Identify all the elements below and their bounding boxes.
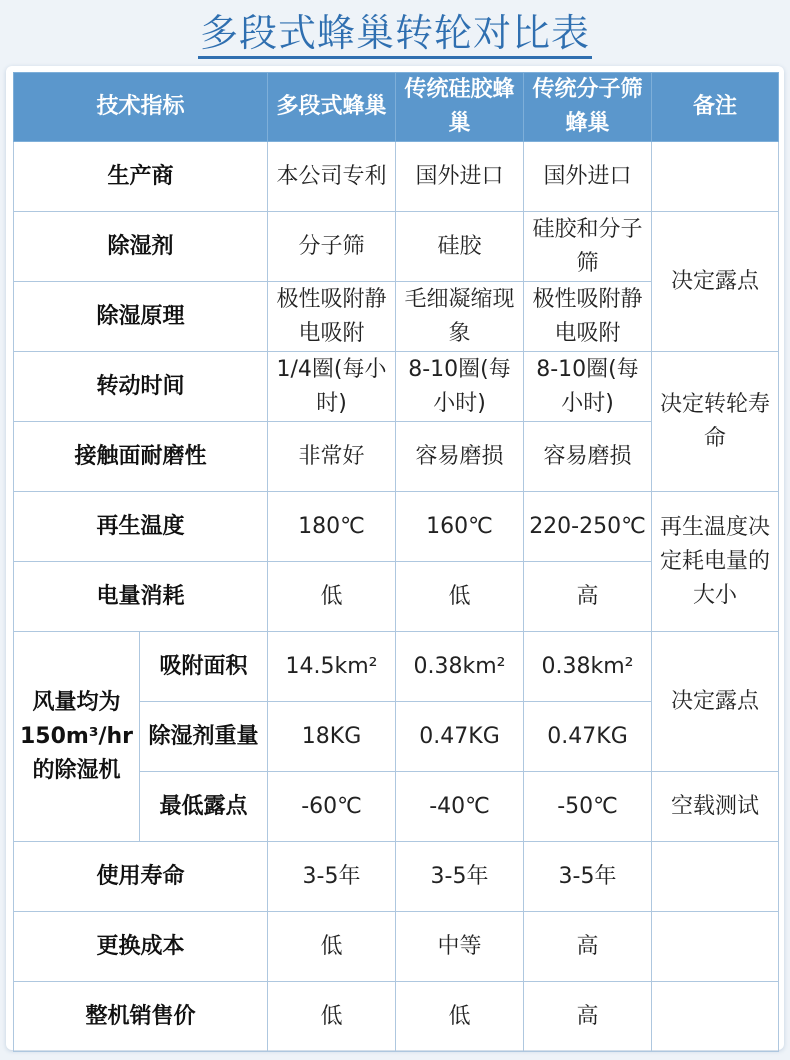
cell-multi-stage: 非常好: [268, 422, 396, 492]
cell-note: 决定露点: [652, 632, 779, 772]
row-label: 生产商: [14, 142, 268, 212]
cell-silica: 中等: [396, 912, 524, 982]
row-label: 转动时间: [14, 352, 268, 422]
header-silica: 传统硅胶蜂巢: [396, 73, 524, 142]
cell-multi-stage: 14.5km²: [268, 632, 396, 702]
row-label: 再生温度: [14, 492, 268, 562]
comparison-table: [13, 72, 779, 1052]
cell-note: 决定转轮寿命: [652, 352, 779, 492]
cell-silica: -40℃: [396, 772, 524, 842]
table-row: [14, 842, 779, 912]
cell-molecular-sieve: 8-10圈(每小时): [524, 352, 652, 422]
cell-silica: 160℃: [396, 492, 524, 562]
row-label: 除湿剂: [14, 212, 268, 282]
row-label: 更换成本: [14, 912, 268, 982]
cell-multi-stage: 本公司专利: [268, 142, 396, 212]
cell-note: 决定露点: [652, 212, 779, 352]
header-note: 备注: [652, 73, 779, 142]
cell-molecular-sieve: 高: [524, 562, 652, 632]
table-row: [14, 352, 779, 422]
header-molecular-sieve: 传统分子筛蜂巢: [524, 73, 652, 142]
cell-note: [652, 912, 779, 982]
row-label: 使用寿命: [14, 842, 268, 912]
cell-molecular-sieve: 3-5年: [524, 842, 652, 912]
cell-silica: 0.38km²: [396, 632, 524, 702]
row-label: 接触面耐磨性: [14, 422, 268, 492]
table-row: [14, 212, 779, 282]
cell-molecular-sieve: 极性吸附静电吸附: [524, 282, 652, 352]
group-label: 风量均为150m³/hr的除湿机: [14, 632, 140, 842]
table-header-row: [14, 73, 779, 142]
cell-silica: 8-10圈(每小时): [396, 352, 524, 422]
cell-molecular-sieve: 0.38km²: [524, 632, 652, 702]
cell-silica: 毛细凝缩现象: [396, 282, 524, 352]
cell-multi-stage: 18KG: [268, 702, 396, 772]
cell-note: [652, 142, 779, 212]
row-label: 除湿原理: [14, 282, 268, 352]
row-label: 电量消耗: [14, 562, 268, 632]
cell-molecular-sieve: 0.47KG: [524, 702, 652, 772]
cell-silica: 硅胶: [396, 212, 524, 282]
cell-silica: 国外进口: [396, 142, 524, 212]
cell-multi-stage: 极性吸附静电吸附: [268, 282, 396, 352]
table-row: [14, 142, 779, 212]
cell-note: [652, 842, 779, 912]
table-row: [14, 492, 779, 562]
cell-multi-stage: -60℃: [268, 772, 396, 842]
cell-silica: 低: [396, 562, 524, 632]
cell-molecular-sieve: 容易磨损: [524, 422, 652, 492]
row-label: 吸附面积: [140, 632, 268, 702]
cell-silica: 3-5年: [396, 842, 524, 912]
row-label: 除湿剂重量: [140, 702, 268, 772]
cell-multi-stage: 低: [268, 982, 396, 1052]
cell-molecular-sieve: 高: [524, 982, 652, 1052]
cell-molecular-sieve: 硅胶和分子筛: [524, 212, 652, 282]
cell-multi-stage: 低: [268, 912, 396, 982]
cell-molecular-sieve: 国外进口: [524, 142, 652, 212]
cell-molecular-sieve: -50℃: [524, 772, 652, 842]
row-label: 整机销售价: [14, 982, 268, 1052]
page-title-wrap: [0, 6, 790, 60]
row-label: 最低露点: [140, 772, 268, 842]
page-title: 多段式蜂巢转轮对比表: [198, 11, 592, 59]
cell-note: [652, 982, 779, 1052]
cell-molecular-sieve: 高: [524, 912, 652, 982]
table-row: [14, 632, 779, 702]
table-row: [14, 912, 779, 982]
cell-note: 空载测试: [652, 772, 779, 842]
cell-silica: 容易磨损: [396, 422, 524, 492]
cell-silica: 0.47KG: [396, 702, 524, 772]
cell-silica: 低: [396, 982, 524, 1052]
cell-multi-stage: 分子筛: [268, 212, 396, 282]
cell-multi-stage: 180℃: [268, 492, 396, 562]
header-multi-stage: 多段式蜂巢: [268, 73, 396, 142]
header-metric: 技术指标: [14, 73, 268, 142]
cell-note: 再生温度决定耗电量的大小: [652, 492, 779, 632]
table-row: [14, 982, 779, 1052]
cell-multi-stage: 低: [268, 562, 396, 632]
cell-multi-stage: 3-5年: [268, 842, 396, 912]
cell-molecular-sieve: 220-250℃: [524, 492, 652, 562]
cell-multi-stage: 1/4圈(每小时): [268, 352, 396, 422]
